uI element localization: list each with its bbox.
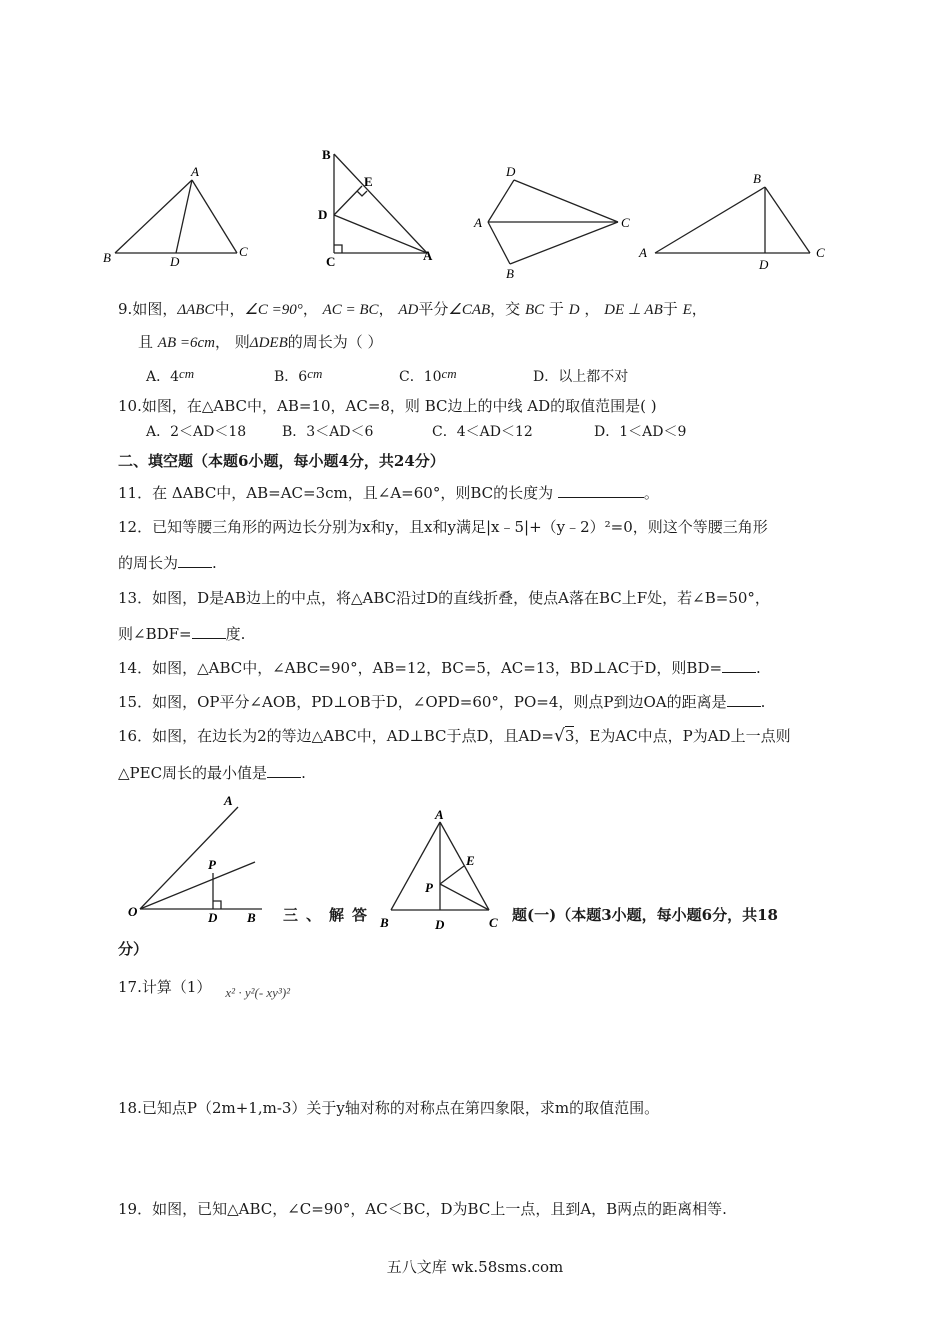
label-e: E bbox=[466, 853, 475, 868]
label-d: D bbox=[506, 164, 516, 179]
question-15: 15．如图，OP平分∠AOB，PD⊥OB于D，∠OPD=60°，PO=4，则点P到边OA的距离是 . bbox=[118, 693, 766, 711]
figure-triangle-abd bbox=[100, 160, 255, 270]
label-c: C bbox=[489, 915, 498, 930]
label-b: B bbox=[380, 915, 389, 930]
label-c: C bbox=[239, 244, 248, 259]
question-9: 9.如图，ΔABC中，∠C =90°， AC = BC， AD平分∠CAB，交 BC 于 D ， DE ⊥ AB于 E， bbox=[118, 300, 707, 318]
figure-triangle-bad bbox=[635, 165, 835, 275]
label-a: A bbox=[435, 807, 444, 822]
footer: 五八文库 wk.58sms.com bbox=[386, 1258, 564, 1276]
sqrt-symbol: √ bbox=[553, 726, 565, 746]
question-12-line2: 的周长为 . bbox=[118, 554, 217, 572]
section-3-heading-part1: 三、解答 bbox=[283, 906, 376, 924]
figure-equilateral-triangle bbox=[375, 805, 505, 935]
question-19: 19．如图，已知△ABC，∠C=90°，AC＜BC，D为BC上一点，且到A，B两点的距离相等. bbox=[118, 1200, 727, 1218]
question-9-line2: 且 AB =6cm， 则ΔDEB的周长为（ ） bbox=[138, 333, 383, 351]
question-17: 17.计算（1） x² · y²(- xy³)² bbox=[118, 978, 291, 1000]
question-14: 14．如图，△ABC中，∠ABC=90°，AB=12，BC=5，AC=13，BD⊥AC于D，则BD= . bbox=[118, 659, 761, 677]
question-16-line2: △PEC周长的最小值是 . bbox=[118, 764, 306, 782]
label-e: E bbox=[364, 174, 373, 189]
label-o: O bbox=[128, 904, 138, 919]
question-13: 13．如图，D是AB边上的中点，将△ABC沿过D的直线折叠，使点A落在BC上F处，若∠B=50°， bbox=[118, 589, 770, 607]
option-b: B．6cm bbox=[274, 366, 323, 385]
question-16: 16．如图，在边长为2的等边△ABC中，AD⊥BC于点D，且AD=√3，E为AC中点，P为AD上一点则 bbox=[118, 726, 791, 746]
question-11: 11．在 ΔABC中，AB=AC=3cm，且∠A=60°，则BC的长度为 。 bbox=[118, 484, 659, 502]
option-c: C．10cm bbox=[399, 366, 457, 385]
question-9-options bbox=[146, 366, 628, 386]
option-a: A．2＜AD＜18 bbox=[146, 424, 247, 440]
label-p: P bbox=[208, 857, 216, 872]
figure-kite-dacb bbox=[470, 160, 640, 280]
sqrt-radicand: 3 bbox=[564, 727, 575, 745]
label-a: A bbox=[423, 248, 433, 263]
figure-right-triangle-bca bbox=[312, 140, 442, 270]
label-b: B bbox=[753, 171, 761, 186]
option-d: D．以上都不对 bbox=[533, 369, 629, 385]
question-10: 10.如图，在△ABC中，AB=10，AC=8，则 BC边上的中线 AD的取值范围是( ) bbox=[118, 397, 657, 415]
question-10-options bbox=[146, 421, 686, 441]
option-b: B．3＜AD＜6 bbox=[282, 424, 374, 440]
label-b: B bbox=[103, 250, 111, 265]
label-c: C bbox=[621, 215, 630, 230]
label-d: D bbox=[208, 910, 218, 925]
figure-angle-bisector bbox=[120, 790, 280, 930]
label-b: B bbox=[322, 147, 331, 162]
label-c: C bbox=[326, 254, 336, 269]
label-a: A bbox=[191, 164, 199, 179]
section-2-heading: 二、填空题（本题6小题，每小题4分，共24分） bbox=[118, 452, 445, 470]
label-a: A bbox=[639, 245, 647, 260]
label-b: B bbox=[247, 910, 256, 925]
option-a: A．4cm bbox=[146, 366, 195, 385]
option-d: D．1＜AD＜9 bbox=[594, 424, 687, 440]
option-c: C．4＜AD＜12 bbox=[432, 424, 533, 440]
label-b: B bbox=[506, 266, 514, 280]
label-a: A bbox=[474, 215, 482, 230]
label-p: P bbox=[425, 880, 433, 895]
question-18: 18.已知点P（2m+1,m-3）关于y轴对称的对称点在第四象限，求m的取值范围。 bbox=[118, 1099, 660, 1117]
label-a: A bbox=[224, 793, 233, 808]
label-c: C bbox=[816, 245, 825, 260]
label-d: D bbox=[759, 257, 769, 272]
formula: x² · y²(- xy³)² bbox=[225, 985, 291, 1000]
question-12: 12．已知等腰三角形的两边长分别为x和y，且x和y满足|x﹣5|+（y﹣2）²=0，则这个等腰三角形 bbox=[118, 518, 768, 536]
label-d: D bbox=[318, 207, 328, 222]
section-3-heading-part3: 分） bbox=[118, 940, 149, 958]
section-3-heading-part2: 题(一)（本题3小题，每小题6分，共18 bbox=[512, 906, 778, 924]
question-13-line2: 则∠BDF= 度. bbox=[118, 625, 246, 643]
label-d: D bbox=[435, 917, 445, 932]
label-d: D bbox=[170, 254, 180, 269]
